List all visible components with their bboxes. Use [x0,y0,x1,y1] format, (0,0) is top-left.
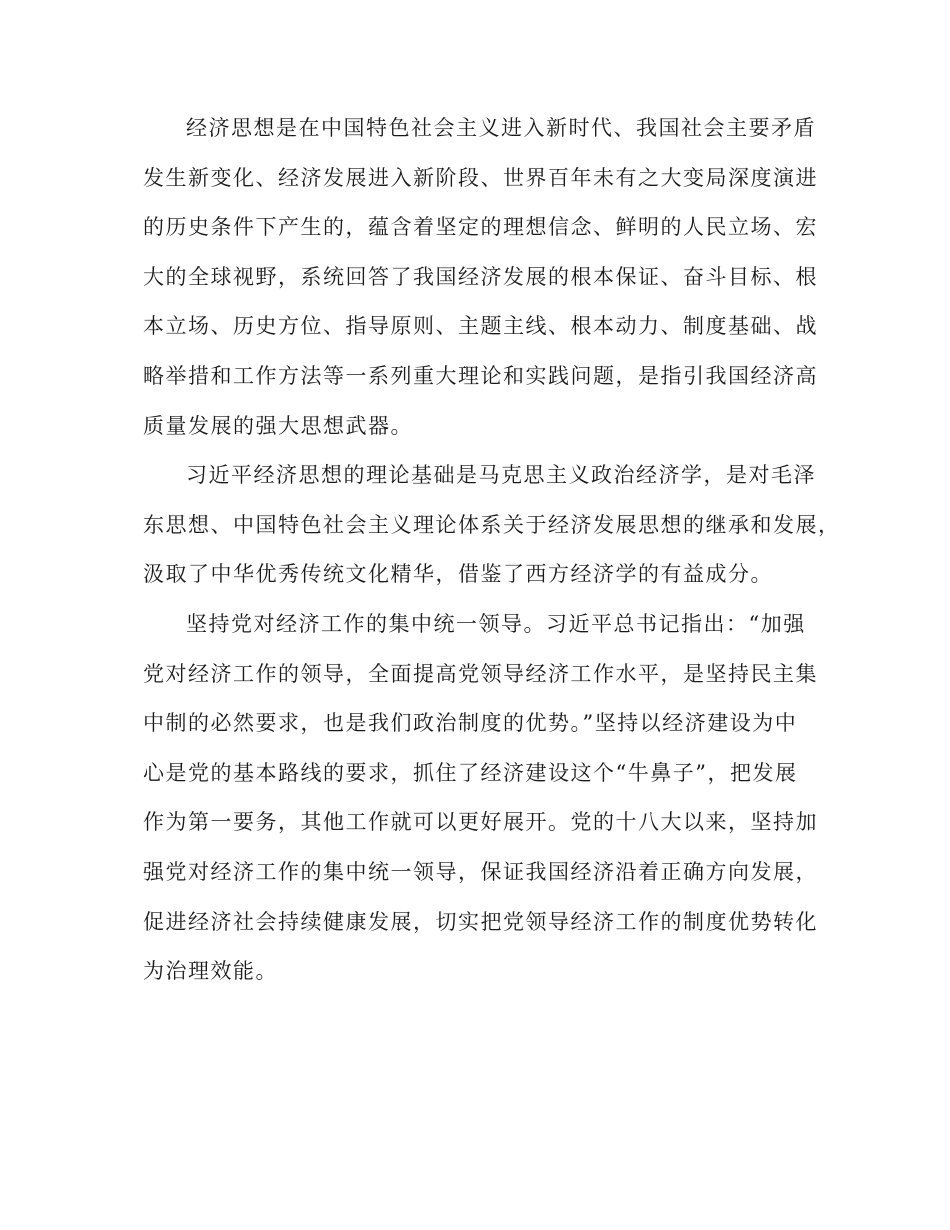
paragraph-2 [143,451,841,600]
paragraph-line: 作为第一要务，其他工作就可以更好展开。党的十八大以来，坚持加 [143,810,818,835]
paragraph-3 [143,600,818,997]
paragraph-line: 质量发展的强大思想武器。 [143,413,413,438]
paragraph-line: 发生新变化、经济发展进入新阶段、世界百年未有之大变局深度演进 [143,165,818,190]
paragraph-1 [143,104,818,451]
paragraph-line: 经济思想是在中国特色社会主义进入新时代、我国社会主要矛盾 [186,116,816,140]
paragraph-line: 大的全球视野，系统回答了我国经济发展的根本保证、奋斗目标、根 [143,264,818,289]
paragraph-line: 为治理效能。 [143,959,278,984]
paragraph-line: 强党对经济工作的集中统一领导，保证我国经济沿着正确方向发展， [143,859,818,884]
paragraph-line: 坚持党对经济工作的集中统一领导。习近平总书记指出：“加强 [186,611,806,636]
paragraph-line: 中制的必然要求，也是我们政治制度的优势。”坚持以经济建设为中 [143,711,798,736]
paragraph-line: 汲取了中华优秀传统文化精华，借鉴了西方经济学的有益成分。 [143,562,773,587]
paragraph-line: 习近平经济思想的理论基础是马克思主义政治经济学，是对毛泽 [186,463,816,488]
paragraph-line: 心是党的基本路线的要求，抓住了经济建设这个“牛鼻子”，把发展 [143,760,798,785]
paragraph-line: 党对经济工作的领导，全面提高党领导经济工作水平，是坚持民主集 [143,661,818,686]
document-body [143,104,841,997]
paragraph-line: 东思想、中国特色社会主义理论体系关于经济发展思想的继承和发展， [143,512,841,537]
paragraph-line: 的历史条件下产生的，蕴含着坚定的理想信念、鲜明的人民立场、宏 [143,215,818,240]
paragraph-line: 促进经济社会持续健康发展，切实把党领导经济工作的制度优势转化 [143,909,818,934]
paragraph-line: 略举措和工作方法等一系列重大理论和实践问题，是指引我国经济高 [143,363,818,388]
paragraph-line: 本立场、历史方位、指导原则、主题主线、根本动力、制度基础、战 [143,314,818,339]
